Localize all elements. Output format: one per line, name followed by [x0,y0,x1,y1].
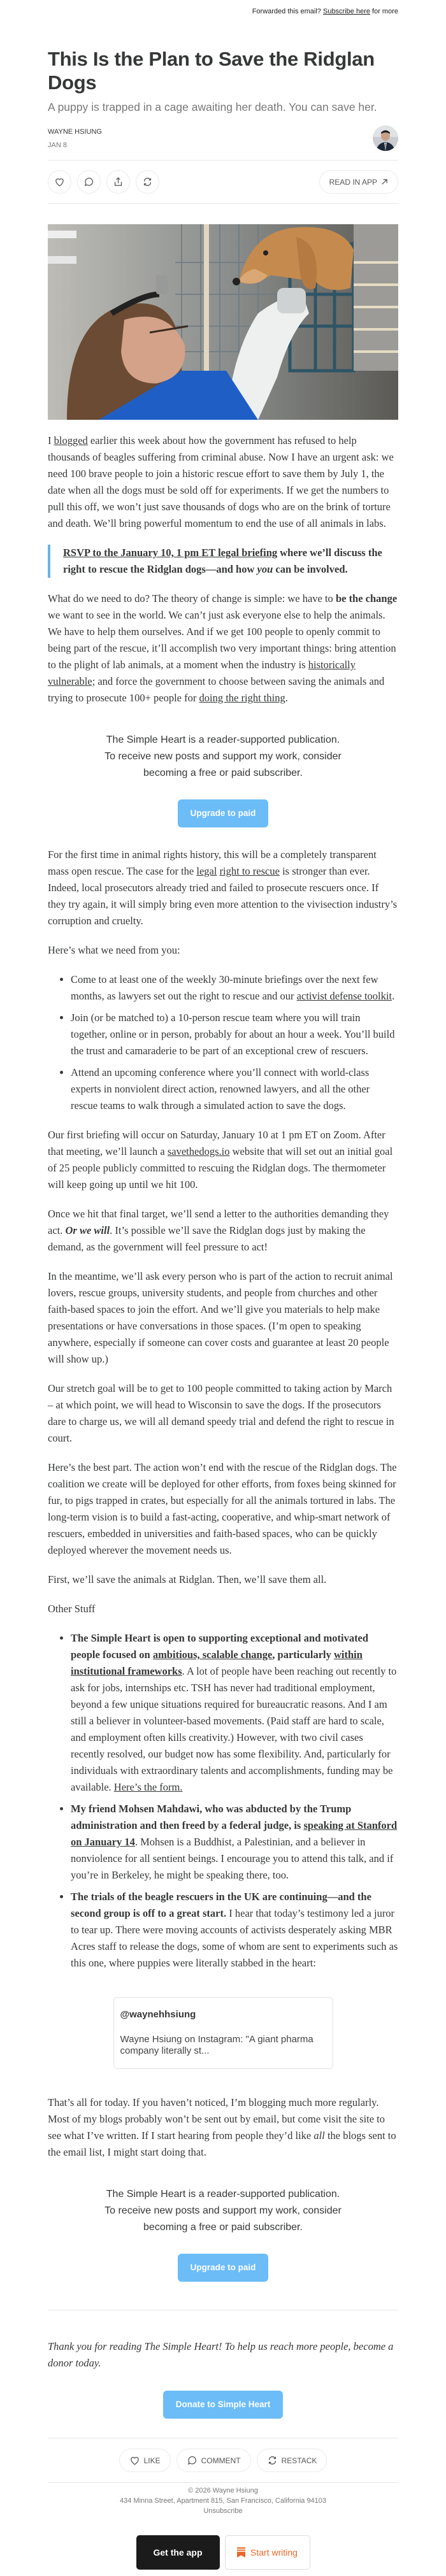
text-run: First, we’ll save the animals at Ridglan. Then, we’ll save them all. [48,1573,327,1585]
text-run: can be involved. [273,563,348,575]
text-run: Our stretch goal will be to get to 100 people committed to taking action by March – at which point, we will head to Wisconsin to save the dogs. If the prosecutors dare to charge us, we will all demand speedy trial and defend the right to rescue in court. [48,1382,394,1444]
paragraph [48,847,398,929]
read-in-app-button[interactable] [319,170,398,194]
restack-icon [267,2455,278,2466]
email-container [48,0,398,2570]
subscribe-line-2: To receive new posts and support my work, consider becoming a free or paid subscriber. [104,751,342,778]
embed-description: Wayne Hsiung on Instagram: "A giant pharma company literally st... [120,2034,313,2056]
substack-logo-icon [237,2547,245,2558]
paragraph [48,433,398,532]
pull-quote [48,545,398,578]
thank-you-note: Thank you for reading The Simple Heart! To help us reach more people, become a donor today. [48,2340,394,2369]
text-run: is stronger than ever. Indeed, local prosecutors already tried and failed to prosecute rescuers once. If they try again, it will simply bring even more attention to the vivisection industry’s corruption and cruelty. [48,865,398,927]
text-run: In the meantime, we’ll ask every person who is part of the action to recruit animal lovers, rescue groups, university students, and people from churches and other faith-based spaces to join the effort. And we’ll give you materials to help make presentations or have conversations in those spaces. (I’m open to speaking anywhere, especially if someone can cover costs and guarantee at least 20 people will show up.) [48,1270,393,1365]
text-run: the blogs sent to the email list, I might start doing that. [48,2129,396,2158]
text-run: Here’s the best part. The action won’t end with the rescue of the Ridglan dogs. The coalition we create will be deployed for other efforts, from foxes being skinned for fur, to pigs trapped in crates, but especially for all the animals tortured in labs. The long-term vision is to build a fast-acting, cooperative, and whip-smart network of rescuers, embedded in universities and faith-based spaces, who can be quickly deployed wherever the movement needs us. [48,1461,397,1556]
copyright: © 2026 Wayne Hsiung [188,2487,258,2494]
subscribe-here-link[interactable]: Subscribe here [322,8,370,15]
paragraph [48,2094,398,2161]
paragraph [48,1571,398,1588]
heart-icon [54,176,65,187]
text-run: website that will set out an initial goal of 25 people publicly committed to rescuing the Ridglan dogs. The thermometer will keep going up until we hit 100. [48,1145,393,1191]
comment-icon [83,176,94,187]
text-run: . A lot of people have been reaching out recently to ask for jobs, internships etc. TSH has never had traditional employment, beyond a few unique situations required for bureaucratic reasons. And I am still a believer in volunteer-based movements. (Paid staff are hard to scale, and employment often kills creativity.) However, with two civil cases recently resolved, our budget now has some flexibility. And, particularly for individuals with extraordinary talents and accomplishments, funding may be available. [71,1665,397,1793]
text-run: Once we hit that final target, we’ll send a letter to the authorities demanding they act. [48,1208,389,1236]
start-writing-label: Start writing [250,2547,298,2558]
text-run: The Simple Heart is open to supporting exceptional and motivated people focused on [71,1632,369,1661]
list-item [71,1064,398,1114]
paragraph [48,1459,398,1559]
inline-link[interactable]: ambitious, scalable change [152,1649,273,1661]
share-icon [113,176,124,187]
list-item [71,1801,398,1884]
text-run: For the first time in animal rights history, this will be a completely transparent mass open rescue. The case for the [48,848,377,877]
share-button[interactable] [106,170,130,194]
paragraph [48,1206,398,1256]
text-run: Join (or be matched to) a 10-person rescue team where you will train together, online or in person, probably for about an hour a week. You’ll build the trust and camaraderie to be part of an exceptional crew of rescuers. [71,1012,395,1057]
text-run: Or we will [65,1224,110,1236]
paragraph [48,590,398,706]
text-run: Other Stuff [48,1603,96,1615]
paragraph [48,1127,398,1193]
forwarded-notice [48,0,398,15]
inline-link[interactable]: activist defense toolkit [296,990,392,1002]
start-writing-button[interactable] [225,2535,310,2570]
subscribe-box-2 [48,2186,398,2282]
list-item [71,1889,398,1971]
subscribe-line-1: The Simple Heart is a reader-supported publication. [106,734,340,745]
bullet-list [48,1630,398,1971]
text-run: Attend an upcoming conference where you’ll connect with world-class experts in nonviolent direct action, renowned lawyers, and all the other rescue teams to walk through a simulated action to save the dogs. [71,1066,370,1112]
instagram-embed-card[interactable] [113,1997,333,2069]
heart-icon [129,2455,140,2466]
text-run: . [285,692,288,704]
app-buttons [48,2535,398,2570]
text-run: Here’s what we need from you: [48,944,180,956]
text-run: where we’ll discuss the right to rescue the Ridglan dogs—and how [63,547,382,575]
donate-button[interactable]: Donate to Simple Heart [163,2391,284,2419]
text-run: all [313,2129,325,2142]
text-run: you [257,563,273,575]
author-avatar[interactable] [373,125,398,151]
top-action-bar [48,160,398,204]
hero-image[interactable] [48,224,398,420]
text-run: That’s all for today. If you haven’t noticed, I’m blogging much more regularly. Most of my blogs probably won’t be sent out by email, but come visit the site to see what I’ve written. If I start hearing from people they’d like [48,2096,385,2142]
text-run: My friend Mohsen Mahdawi, who was abducted by the Trump administration and then freed by a federal judge, is [71,1803,352,1831]
inline-link[interactable]: blogged [54,434,88,447]
forwarded-suffix: for more [370,8,398,15]
text-run: . Mohsen is a Buddhist, a Palestinian, and a believer in nonviolence for all sentient beings. I encourage you to attend this talk, and if you’re in Berkeley, he might be speaking there, too. [71,1836,394,1881]
paragraph [48,942,398,959]
inline-link[interactable]: Here’s the form. [113,1781,183,1793]
list-item [71,1630,398,1796]
read-in-app-label: READ IN APP [329,177,377,187]
paragraph [48,1601,398,1617]
comment-button[interactable] [77,170,101,194]
inline-link[interactable]: historically vulnerable; [48,659,356,687]
like-button[interactable] [48,170,71,194]
text-run: The trials of the beagle rescuers in the UK are continuing—and the second group is off to a great start. [71,1891,371,1919]
post-date: JAN 8 [48,141,67,149]
author-name[interactable]: WAYNE HSIUNG [48,127,102,136]
inline-link[interactable]: RSVP to the January 10, 1 pm ET legal briefing [63,547,278,559]
list-item [71,971,398,1005]
embed-handle: @waynehhsiung [120,2009,196,2020]
paragraph [48,1268,398,1368]
text-run: . [392,990,395,1002]
get-the-app-button[interactable]: Get the app [136,2535,220,2570]
inline-link[interactable]: savethedogs.io [167,1145,230,1157]
subscribe-box [48,732,398,827]
list-item [71,1010,398,1059]
subscribe-line-1: The Simple Heart is a reader-supported publication. [106,2189,340,2200]
inline-link[interactable]: speaking at Stanford on January 14 [71,1819,398,1848]
restack-button[interactable] [257,2449,327,2472]
restack-icon [142,176,153,187]
forwarded-text: Forwarded this email? [252,8,323,15]
text-run: . It’s possible we’ll save the Ridglan dogs just by making the demand, as the government will feel pressure to act! [48,1224,366,1253]
text-run: I [48,434,54,447]
arrow-up-right-icon [381,178,388,185]
upgrade-to-paid-button[interactable]: Upgrade to paid [178,799,269,827]
text-run: What do we need to do? The theory of change is simple: we have to [48,592,336,605]
like-label: LIKE [143,2456,161,2465]
text-run: and force the government to choose between saving the animals and trying to prosecute 100+ people for [48,675,385,704]
post-title[interactable]: This Is the Plan to Save the Ridglan Dogs [48,48,375,94]
comment-button[interactable] [176,2449,251,2472]
article-body-part-1 [48,433,398,706]
inline-link[interactable]: within institutional frameworks [71,1649,363,1677]
comment-icon [187,2455,198,2466]
upgrade-to-paid-button[interactable]: Upgrade to paid [178,2254,269,2282]
text-run: I hear that today’s testimony led a juror to tear up. There were moving accounts of activists desperately asking MBR Acres staff to release the dogs, some of whom are sent to experiments such as this one, where puppies were literally stabbed in the heart: [71,1907,398,1969]
post-subtitle: A puppy is trapped in a cage awaiting her death. You can save her. [48,101,377,113]
inline-link[interactable]: right to rescue [219,865,280,877]
unsubscribe-link[interactable]: Unsubscribe [203,2507,243,2515]
address: 434 Minna Street, Apartment 815, San Francisco, California 94103 [119,2497,327,2505]
byline [48,125,398,151]
text-run: be the change [335,592,398,605]
comment-label: COMMENT [201,2456,241,2465]
text-run: earlier this week about how the government has refused to help thousands of beagles suffering from criminal abuse. Now I have an urgent ask: we need 100 brave people to join a historic rescue effort to save them by July 1, the date when all the dogs must be sold off for experiments. If we get the numbers to pull this off, we won’t just save thousands of dogs who are on the brink of torture and death. We’ll bring powerful momentum to end the use of all animals in labs. [48,434,394,529]
inline-link[interactable]: doing the right thing [199,692,285,704]
restack-label: RESTACK [281,2456,317,2465]
subscribe-line-2: To receive new posts and support my work, consider becoming a free or paid subscriber. [104,2205,342,2233]
text-run: , particularly [272,1649,334,1661]
text-run: Come to at least one of the weekly 30-minute briefings over the next few months, as lawyers set out the right to rescue and our [71,973,378,1002]
text-run: Our first briefing will occur on Saturday, January 10 at 1 pm ET on Zoom. After that meeting, we’ll launch a [48,1129,385,1157]
article-body-part-2 [48,847,398,1971]
like-button[interactable] [119,2449,171,2472]
restack-button[interactable] [136,170,159,194]
footer [48,2486,398,2516]
bottom-action-bar [48,2438,398,2483]
text-run: we want to see in the world. We can’t just ask everyone else to help the animals. We have to help them ourselves. And if we get 100 people to openly commit to being part of the rescue, it’ll accomplish two very important things: bring attention to the plight of lab animals, at a moment when the industry is [48,609,396,671]
bullet-list [48,971,398,1114]
article-body-part-3 [48,2094,398,2161]
inline-link[interactable]: legal [196,865,217,877]
paragraph [48,1380,398,1447]
